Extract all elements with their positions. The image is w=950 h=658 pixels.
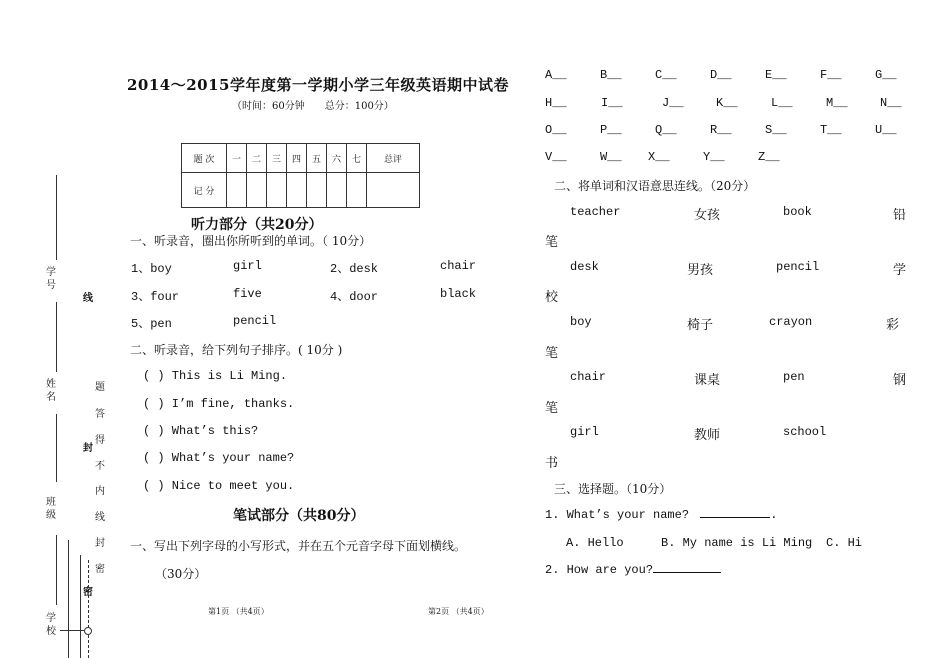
score-cell[interactable] [347, 173, 367, 208]
ordering-item: ( ) This is Li Ming. [143, 369, 288, 383]
match-word-cn: 男孩 [687, 263, 714, 278]
note-char: 线 [95, 512, 105, 523]
letter-blank: P__ [600, 123, 622, 137]
written-heading: 笔试部分（共80分） [233, 508, 365, 524]
question-tail: . [770, 508, 778, 522]
letter-blank: J__ [662, 96, 684, 110]
letter-blank: E__ [765, 68, 787, 82]
binding-rule [80, 555, 81, 658]
listening-heading: 听力部分（共20分） [191, 217, 323, 233]
page-number-1: 第1页 （共4页） [208, 607, 269, 616]
match-word-cn: 彩 [886, 318, 900, 333]
written-q1-title: 一、写出下列字母的小写形式，并在五个元音字母下面划横线。 [130, 539, 467, 553]
exam-title: 2014～2015学年度第一学期小学三年级英语期中试卷 [127, 76, 509, 94]
letter-blank: F__ [820, 68, 842, 82]
match-word-cn: 铅 [893, 208, 907, 223]
score-cell[interactable] [367, 173, 420, 208]
answer-blank[interactable] [700, 517, 770, 518]
word-option: 2、desk [330, 262, 379, 276]
ordering-item: ( ) I’m fine, thanks. [143, 397, 295, 411]
match-word-cn: 钢 [893, 373, 907, 388]
ordering-item: ( ) What’s your name? [143, 451, 295, 465]
note-char: 内 [95, 486, 105, 497]
word-option: 5、pen [131, 317, 172, 331]
letter-blank: M__ [826, 96, 848, 110]
score-cell[interactable] [247, 173, 267, 208]
match-word-en: pen [783, 370, 805, 384]
listening-q2-title: 二、听录音，给下列句子排序。( 10分 ) [130, 343, 343, 357]
score-col: 四 [287, 144, 307, 173]
match-word-en: pencil [776, 260, 820, 274]
score-table [181, 143, 420, 208]
ordering-item: ( ) Nice to meet you. [143, 479, 295, 493]
letter-blank: H__ [545, 96, 567, 110]
match-word-cn: 教师 [694, 428, 721, 443]
score-cell[interactable] [287, 173, 307, 208]
binding-line [56, 535, 57, 605]
note-char: 不 [95, 461, 105, 472]
word-option: 4、door [330, 290, 379, 304]
punch-hole-icon [84, 627, 92, 635]
match-word-cn-wrap: 校 [545, 290, 559, 305]
match-word-cn: 女孩 [694, 208, 721, 223]
letter-blank: T__ [820, 123, 842, 137]
binding-tick [60, 630, 84, 631]
letter-blank: S__ [765, 123, 787, 137]
letter-blank: R__ [710, 123, 732, 137]
note-char: 密 [95, 564, 105, 575]
letter-blank: V__ [545, 150, 567, 164]
letter-blank: W__ [600, 150, 622, 164]
choice-question-1 [545, 508, 777, 522]
score-row-label: 题 次 [182, 144, 227, 173]
match-word-en: crayon [769, 315, 813, 329]
choice-option-b: B. My name is Li Ming [661, 536, 813, 550]
word-option: chair [440, 259, 477, 273]
letter-blank: Z__ [758, 150, 780, 164]
letter-blank: X__ [648, 150, 670, 164]
score-col: 七 [347, 144, 367, 173]
match-word-cn-wrap: 笔 [545, 235, 559, 250]
choice-option-a: A. Hello [566, 536, 624, 550]
score-col: 二 [247, 144, 267, 173]
score-cell[interactable] [327, 173, 347, 208]
match-word-cn-wrap: 笔 [545, 401, 559, 416]
seal-char-line: 线 [83, 293, 93, 304]
word-option: black [440, 287, 477, 301]
letter-blank: G__ [875, 68, 897, 82]
question-text: 2. How are you? [545, 563, 654, 577]
binding-line [56, 175, 57, 260]
word-option: five [233, 287, 262, 301]
note-char: 答 [95, 409, 105, 420]
choice-option-c: C. Hi [826, 536, 863, 550]
letter-blank: L__ [771, 96, 793, 110]
binding-line [56, 302, 57, 372]
match-word-en: teacher [570, 205, 621, 219]
note-char: 封 [95, 538, 105, 549]
binding-line [56, 414, 57, 482]
question-text: 1. What’s your name? [545, 508, 690, 522]
match-word-cn-wrap: 笔 [545, 346, 559, 361]
match-word-en: school [783, 425, 827, 439]
score-cell[interactable] [267, 173, 287, 208]
match-word-cn: 椅子 [687, 318, 714, 333]
score-cell[interactable] [227, 173, 247, 208]
written-q2-title: 二、将单词和汉语意思连线。（20分） [554, 179, 756, 193]
letter-blank: O__ [545, 123, 567, 137]
exam-subtitle: （时间：60分钟 总分：100分） [232, 101, 394, 112]
letter-blank: N__ [880, 96, 902, 110]
letter-blank: Y__ [703, 150, 725, 164]
score-col: 五 [307, 144, 327, 173]
label-name: 姓名 [46, 379, 56, 403]
seal-char-secret: 密 [83, 587, 93, 598]
letter-blank: C__ [655, 68, 677, 82]
written-q3-title: 三、选择题。（10分） [554, 482, 672, 496]
match-word-en: chair [570, 370, 607, 384]
letter-blank: A__ [545, 68, 567, 82]
score-col: 三 [267, 144, 287, 173]
score-col: 六 [327, 144, 347, 173]
score-cell[interactable] [307, 173, 327, 208]
letter-blank: Q__ [655, 123, 677, 137]
word-option: 3、four [131, 290, 180, 304]
label-class: 班级 [46, 497, 56, 521]
word-option: girl [233, 259, 262, 273]
letter-blank: U__ [875, 123, 897, 137]
page-number-2: 第2页 （共4页） [428, 607, 489, 616]
seal-char-seal: 封 [83, 443, 93, 454]
score-col-total: 总评 [367, 144, 420, 173]
note-char: 得 [95, 435, 105, 446]
match-word-cn-wrap: 书 [545, 456, 559, 471]
label-student-id: 学号 [46, 267, 56, 291]
note-char: 题 [95, 382, 105, 393]
ordering-item: ( ) What’s this? [143, 424, 259, 438]
match-word-en: book [783, 205, 812, 219]
answer-blank[interactable] [653, 572, 721, 573]
cut-line [88, 560, 89, 658]
letter-blank: I__ [601, 96, 623, 110]
label-school: 学校 [46, 613, 56, 637]
listening-q1-title: 一、听录音，圈出你所听到的单词。（ 10分） [130, 234, 372, 248]
match-word-en: desk [570, 260, 599, 274]
choice-question-2 [545, 563, 721, 577]
match-word-cn: 课桌 [694, 373, 721, 388]
word-option: 1、boy [131, 262, 172, 276]
binding-rule [68, 540, 69, 658]
score-col: 一 [227, 144, 247, 173]
score-row-label: 记 分 [182, 173, 227, 208]
match-word-en: girl [570, 425, 599, 439]
letter-blank: D__ [710, 68, 732, 82]
word-option: pencil [233, 314, 277, 328]
letter-blank: K__ [716, 96, 738, 110]
match-word-en: boy [570, 315, 592, 329]
written-q1-points: （30分） [155, 567, 207, 581]
letter-blank: B__ [600, 68, 622, 82]
match-word-cn: 学 [893, 263, 907, 278]
